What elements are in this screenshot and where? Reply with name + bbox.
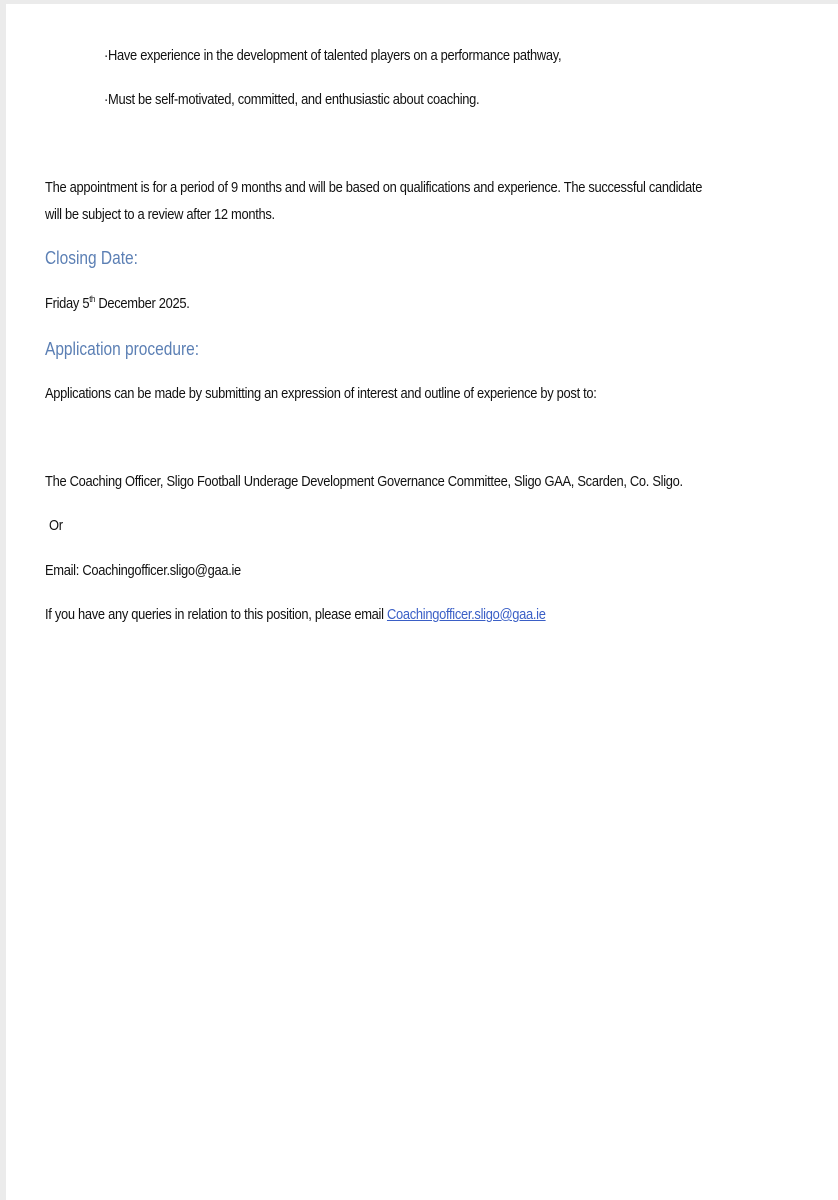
document-page (6, 4, 838, 1200)
appointment-line: The appointment is for a period of 9 months and will be based on qualifications and experience. The successful candidate (45, 179, 703, 196)
requirement-item: ·Must be self-motivated, committed, and enthusiastic about coaching. (104, 91, 480, 108)
closing-date-suffix: th (89, 294, 96, 304)
appointment-paragraph (45, 174, 819, 228)
queries-text: If you have any queries in relation to this position, please email (45, 606, 387, 623)
postal-address: The Coaching Officer, Sligo Football Underage Development Governance Committee, Sligo GAA, Scarden, Co. Sligo. (45, 473, 683, 490)
requirement-item: ·Have experience in the development of talented players on a performance pathway, (104, 47, 562, 64)
appointment-line: will be subject to a review after 12 months. (45, 206, 275, 223)
closing-date-day: Friday 5 (45, 295, 90, 312)
or-separator: Or (49, 517, 63, 534)
application-procedure-heading: Application procedure: (45, 339, 200, 359)
closing-date-heading: Closing Date: (45, 248, 138, 268)
queries-line (45, 606, 546, 623)
closing-date-value (45, 295, 190, 312)
email-line: Email: Coachingofficer.sligo@gaa.ie (45, 562, 241, 579)
application-intro: Applications can be made by submitting an expression of interest and outline of experience by post to: (45, 385, 597, 402)
email-link[interactable]: Coachingofficer.sligo@gaa.ie (386, 606, 546, 623)
closing-date-month-year: December 2025. (95, 295, 190, 312)
